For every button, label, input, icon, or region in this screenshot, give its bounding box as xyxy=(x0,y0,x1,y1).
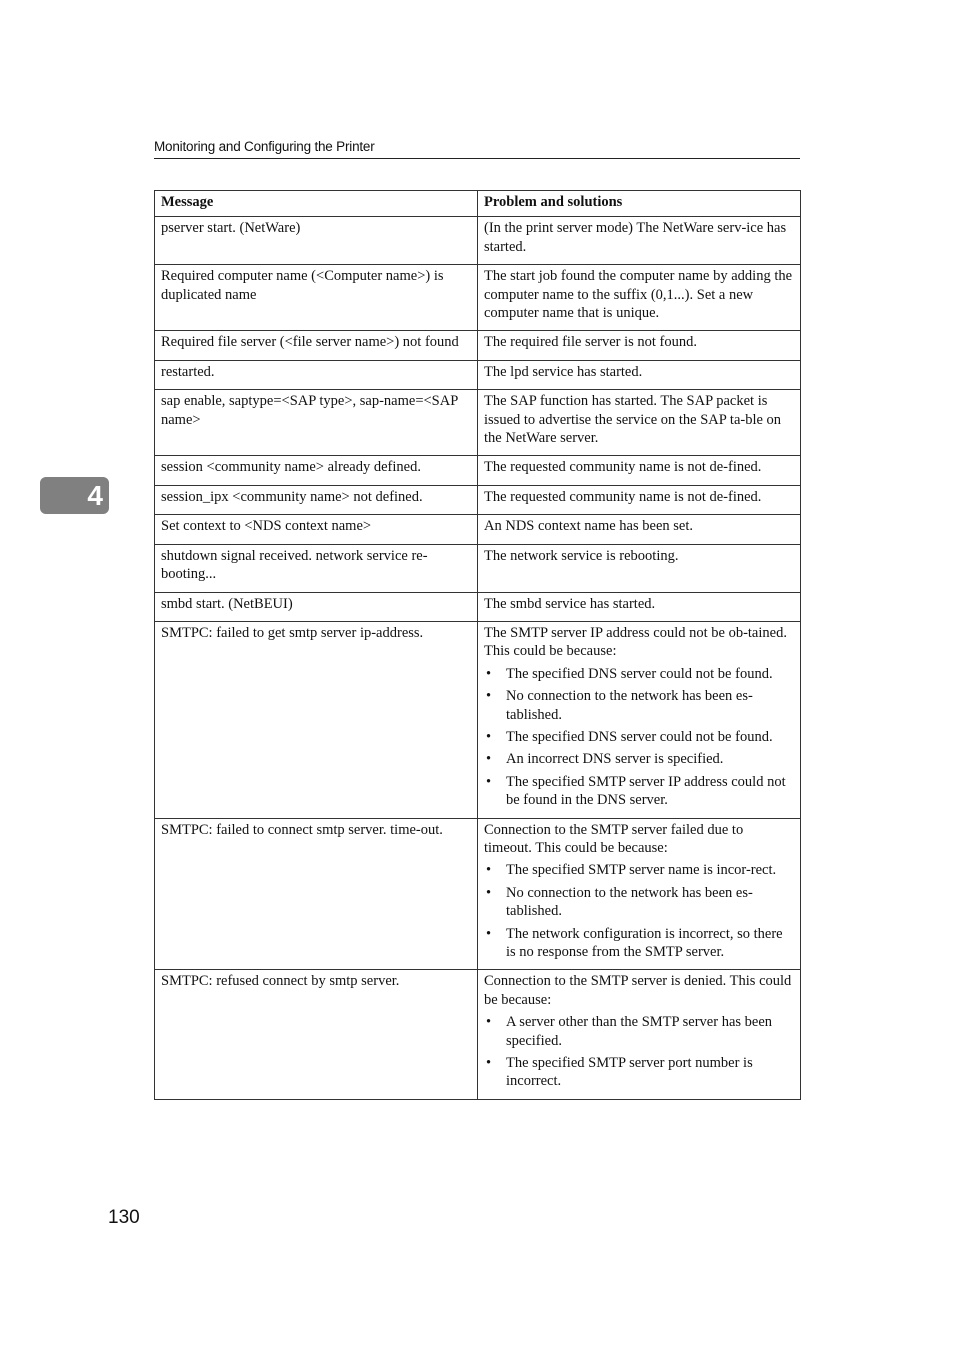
solution-cell xyxy=(478,544,801,592)
solution-cell xyxy=(478,390,801,456)
solution-cell xyxy=(478,485,801,514)
column-header-solution: Problem and solutions xyxy=(478,191,801,217)
cause-list-item: • The network configuration is incorrect, so there is no response from the SMTP server. xyxy=(484,925,794,962)
solution-text: An NDS context name has been set. xyxy=(484,518,693,535)
solution-text: (In the print server mode) The NetWare serv-ice has started. xyxy=(484,220,787,255)
solution-cell xyxy=(478,456,801,485)
solution-text: Connection to the SMTP server is denied. This could be because: xyxy=(484,973,792,1008)
message-cell: SMTPC: refused connect by smtp server. xyxy=(155,970,478,1099)
message-cell: Required computer name (<Computer name>) is duplicated name xyxy=(155,265,478,331)
page-number: 130 xyxy=(108,1207,140,1228)
solution-text: The SMTP server IP address could not be ob-tained. This could be because: xyxy=(484,624,787,660)
solution-cell xyxy=(478,360,801,389)
message-cell: SMTPC: failed to connect smtp server. time-out. xyxy=(155,818,478,970)
table-row xyxy=(155,544,801,592)
table-row xyxy=(155,456,801,485)
cause-list-item: • The specified SMTP server name is incor-rect. xyxy=(484,861,794,879)
chapter-tab xyxy=(40,477,109,514)
solution-text: The smbd service has started. xyxy=(484,595,656,612)
solution-text: The start job found the computer name by adding the computer name to the suffix (0,1...). Set a new computer name that is unique. xyxy=(484,268,793,322)
message-cell: session_ipx <community name> not defined. xyxy=(155,485,478,514)
cause-list-item: • An incorrect DNS server is specified. xyxy=(484,750,794,768)
solution-cell xyxy=(478,592,801,621)
solution-cell xyxy=(478,265,801,331)
running-header: Monitoring and Configuring the Printer xyxy=(154,139,800,159)
solution-cell xyxy=(478,818,801,970)
cause-list-item: • The specified DNS server could not be found. xyxy=(484,665,794,683)
solution-cell xyxy=(478,331,801,360)
solution-cell xyxy=(478,217,801,265)
message-cell: pserver start. (NetWare) xyxy=(155,217,478,265)
cause-list-item: • A server other than the SMTP server has been specified. xyxy=(484,1013,794,1050)
table-row xyxy=(155,818,801,970)
table-row xyxy=(155,331,801,360)
solution-text: The network service is rebooting. xyxy=(484,547,679,564)
message-cell: session <community name> already defined. xyxy=(155,456,478,485)
message-cell: smbd start. (NetBEUI) xyxy=(155,592,478,621)
table-row xyxy=(155,592,801,621)
solution-cell xyxy=(478,515,801,544)
message-cell: SMTPC: failed to get smtp server ip-address. xyxy=(155,621,478,818)
message-cell: restarted. xyxy=(155,360,478,389)
solution-text: The requested community name is not de-fined. xyxy=(484,488,762,505)
cause-list-item: • No connection to the network has been es-tablished. xyxy=(484,687,794,724)
solution-text: The lpd service has started. xyxy=(484,363,643,380)
cause-list xyxy=(484,665,794,810)
solution-text: The required file server is not found. xyxy=(484,334,697,351)
cause-list-item: • The specified SMTP server IP address could not be found in the DNS server. xyxy=(484,773,794,810)
table-row xyxy=(155,621,801,818)
solution-cell xyxy=(478,621,801,818)
column-header-message: Message xyxy=(155,191,478,217)
message-cell: Set context to <NDS context name> xyxy=(155,515,478,544)
message-table xyxy=(154,190,801,1100)
chapter-number: 4 xyxy=(87,480,103,511)
cause-list-item: • The specified SMTP server port number is incorrect. xyxy=(484,1054,794,1091)
cause-list xyxy=(484,861,794,961)
table-row xyxy=(155,265,801,331)
table-row xyxy=(155,485,801,514)
cause-list-item: • No connection to the network has been es-tablished. xyxy=(484,884,794,921)
table-row xyxy=(155,360,801,389)
cause-list-item: • The specified DNS server could not be found. xyxy=(484,728,794,746)
table-body xyxy=(155,217,801,1099)
table-header-row xyxy=(155,191,801,217)
cause-list xyxy=(484,1013,794,1091)
table-row xyxy=(155,390,801,456)
solution-text: The requested community name is not de-fined. xyxy=(484,459,762,476)
message-cell: Required file server (<file server name>) not found xyxy=(155,331,478,360)
solution-cell xyxy=(478,970,801,1099)
message-cell: shutdown signal received. network service re-booting... xyxy=(155,544,478,592)
solution-text: The SAP function has started. The SAP packet is issued to advertise the service on the SAP ta-ble on the NetWare server. xyxy=(484,393,782,447)
message-cell: sap enable, saptype=<SAP type>, sap-name=<SAP name> xyxy=(155,390,478,456)
table-row xyxy=(155,970,801,1099)
table-row xyxy=(155,515,801,544)
solution-text: Connection to the SMTP server failed due to timeout. This could be because: xyxy=(484,821,744,856)
table-row xyxy=(155,217,801,265)
